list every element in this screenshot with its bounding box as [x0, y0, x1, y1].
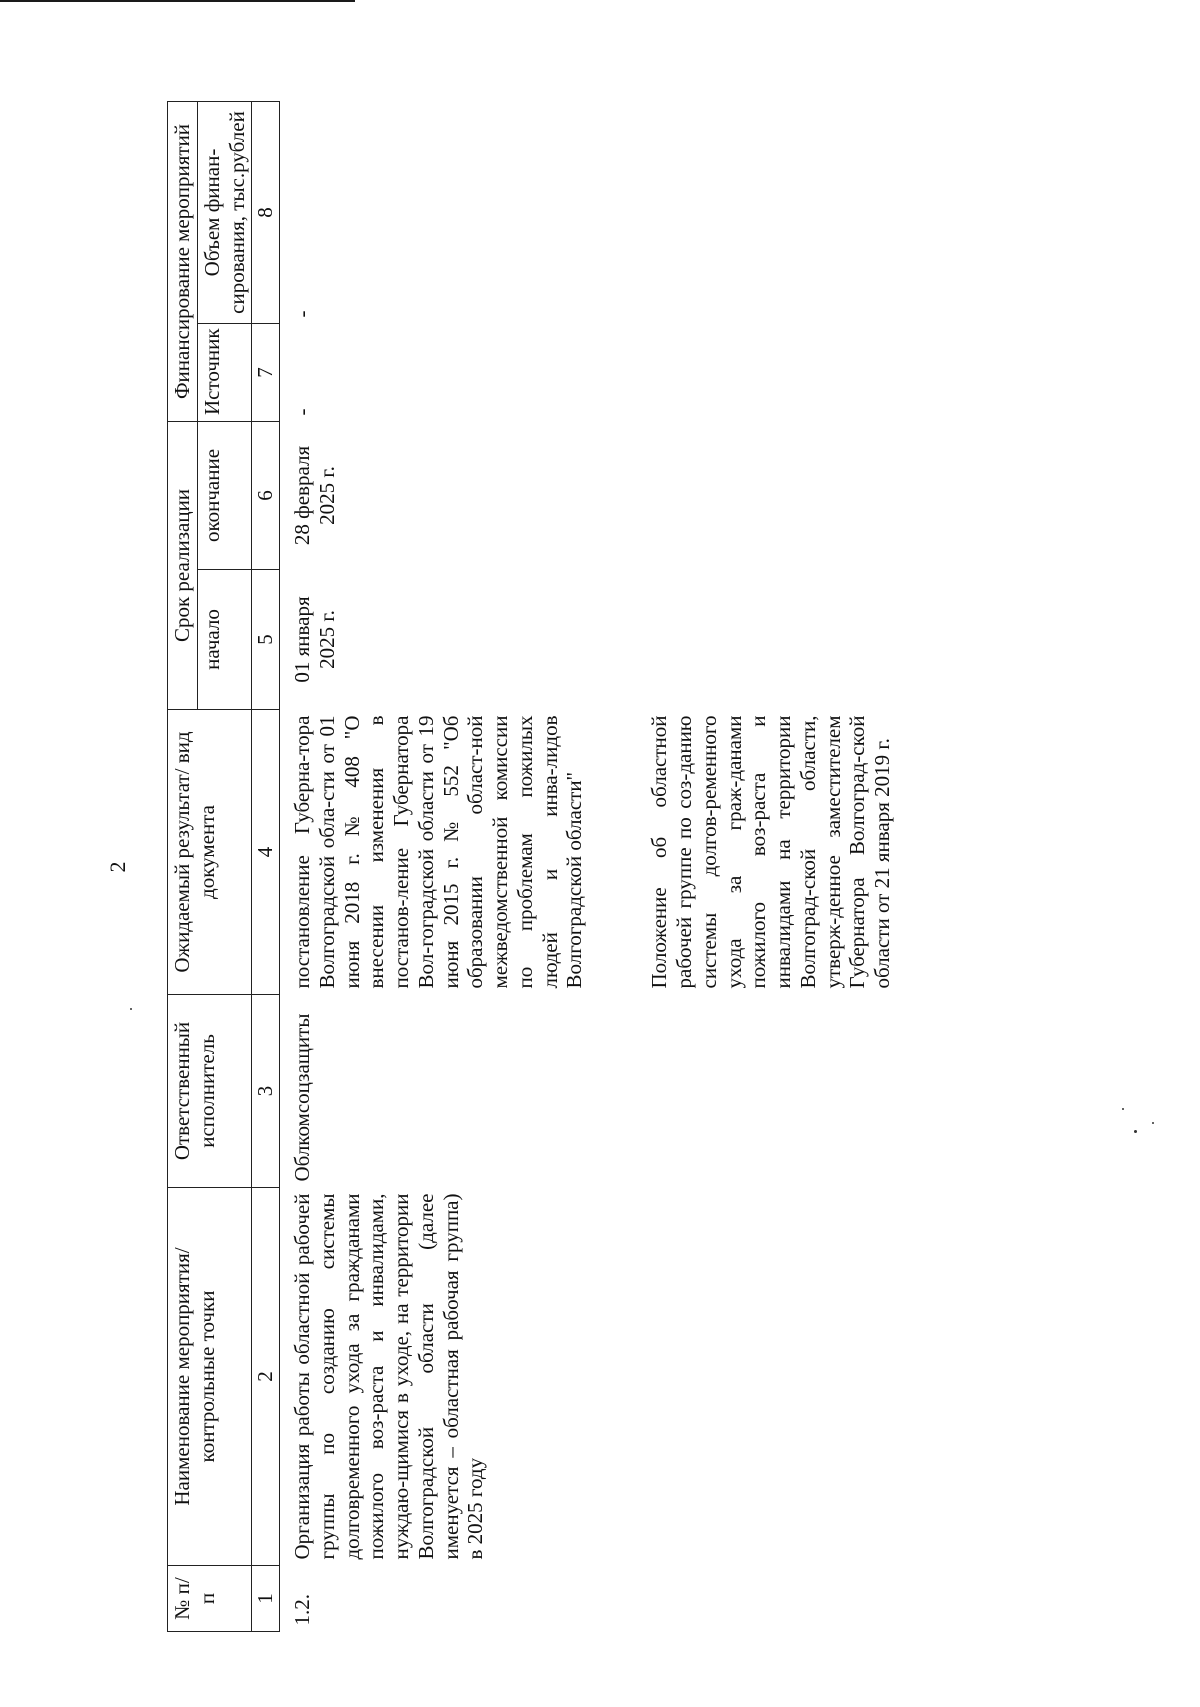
header-financing: Финансирование мероприятий [168, 102, 198, 422]
row-result-document-2: Положение об областной рабочей группе по соз-данию системы долгов-ременного ухода за граж-данами пожилого воз-раста и инвалидами на территории Волгоград-ской области, утверж-денное заместителем Губернатора Волгоград-ской области от 21 января 2019 г. [647, 715, 895, 989]
row-fin-volume: - [290, 310, 315, 318]
scan-speck [1122, 1108, 1124, 1110]
header-num: № п/п [168, 1566, 252, 1632]
column-number: 2 [252, 1188, 280, 1566]
row-result-document-1: постановление Губерна-тора Волгоградской обла-сти от 01 июня 2018 г. № 408 "О внесении изменения в постанов-ление Губернатора Вол-гоградской области от 19 июня 2015 г. № 552 "Об образовании област-ной межведомственной комиссии по проблемам пожилых людей и инва-лидов Волгоградской области" [290, 715, 587, 989]
column-number: 3 [252, 995, 280, 1188]
scan-speck [1134, 1130, 1137, 1133]
column-number: 7 [252, 324, 280, 422]
header-name: Наименование мероприятия/ контрольные точки [168, 1188, 252, 1566]
column-number: 8 [252, 102, 280, 324]
row-expected-result [280, 710, 897, 995]
row-term-end: 28 февраля 2025 г. [290, 445, 339, 546]
rotated-page [105, 95, 1067, 1632]
scan-speck [1152, 1122, 1154, 1124]
header-fin-source: Источник [197, 324, 252, 422]
row-activity-name: Организация работы областной рабочей группы по созданию системы долговременного ухода за гражданами пожилого воз-раста и инвалидами, нуждаю-щимися в уходе, на территории Волгоградской области (далее именуется – областная рабочая группа) в 2025 году [290, 1193, 488, 1560]
column-number: 4 [252, 710, 280, 995]
column-number: 1 [252, 1566, 280, 1632]
header-term: Срок реализации [168, 422, 198, 710]
header-term-start: начало [197, 570, 252, 710]
row-term-start: 01 января 2025 г. [290, 596, 339, 683]
table-row [280, 102, 897, 1632]
activity-plan-table [167, 101, 897, 1632]
column-number: 5 [252, 570, 280, 710]
row-num: 1.2. [290, 1594, 315, 1626]
page-number: 2 [105, 861, 130, 873]
scan-edge-line [0, 0, 355, 2]
column-number-row [252, 102, 280, 1632]
header-executor: Ответственный исполнитель [168, 995, 252, 1188]
header-result: Ожидаемый результат/ вид документа [168, 710, 252, 995]
scan-speck [130, 1008, 132, 1010]
row-executor: Облкомсоцзащиты [290, 1013, 315, 1182]
header-fin-volume: Объем финан-сирования, тыс.рублей [197, 102, 252, 324]
header-term-end: окончание [197, 422, 252, 570]
column-number: 6 [252, 422, 280, 570]
row-fin-source: - [290, 408, 315, 416]
paragraph-gap [587, 716, 647, 989]
header-row [168, 102, 198, 1632]
